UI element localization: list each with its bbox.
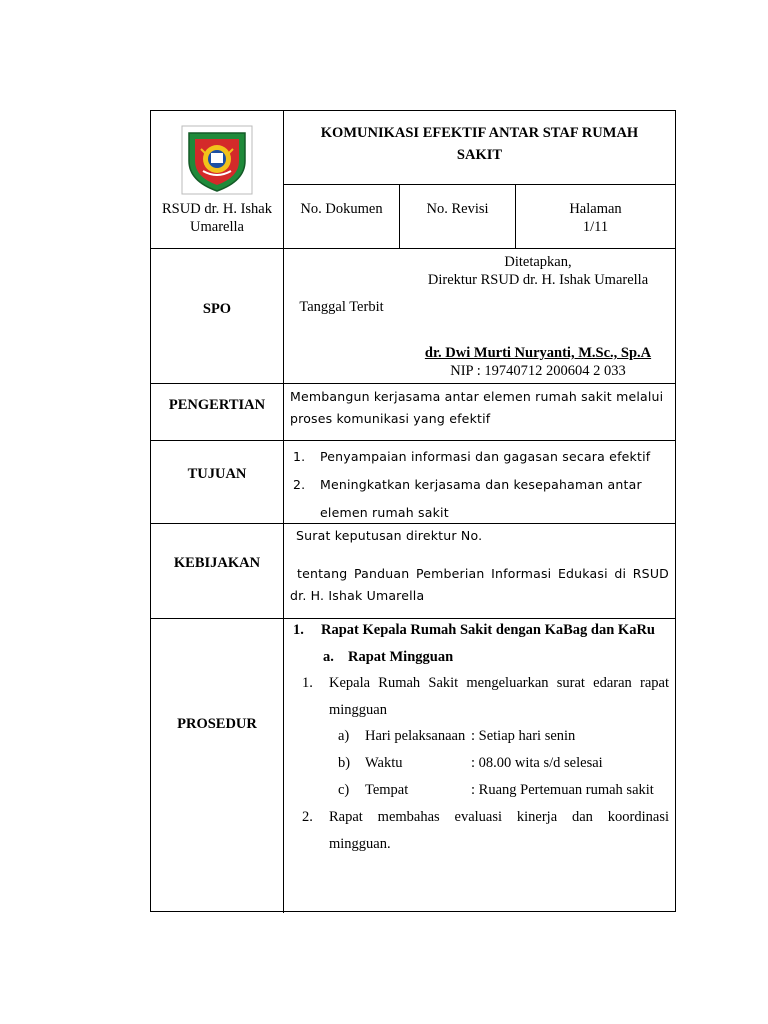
prosedur-label: PROSEDUR — [177, 716, 257, 732]
kebijakan-line-3: dr. H. Ishak Umarella — [290, 588, 425, 603]
prosedur-step-1: Kepala Rumah Sakit mengeluarkan surat edaran rapat — [329, 675, 669, 691]
tujuan-label: TUJUAN — [187, 466, 247, 482]
shield-emblem-icon — [181, 125, 253, 195]
hari-label: Hari pelaksanaan — [365, 728, 466, 744]
waktu-value: : 08.00 wita s/d selesai — [471, 755, 603, 771]
pengertian-text: Membangun kerjasama antar elemen rumah sakit melalui proses komunikasi yang efektif — [290, 389, 664, 426]
prosedur-heading: Rapat Kepala Rumah Sakit dengan KaBag dan KaRu — [321, 622, 655, 638]
document-title: KOMUNIKASI EFEKTIF ANTAR STAF RUMAH SAKIT — [320, 125, 639, 163]
no-revisi-label: No. Revisi — [426, 201, 489, 217]
prosedur-step-2: Rapat membahas evaluasi kinerja dan koordinasi — [329, 809, 669, 825]
tujuan-list: Penyampaian informasi dan gagasan secara efektif Meningkatkan kerjasama dan kesepahaman antar elemen rumah sakit — [320, 443, 670, 527]
kebijakan-text: tentang Panduan Pemberian Informasi Edukasi di RSUD — [297, 566, 669, 581]
signer-name: dr. Dwi Murti Nuryanti, M.Sc., Sp.A — [424, 345, 652, 361]
tanggal-terbit-label: Tanggal Terbit — [299, 299, 384, 315]
pengertian-label: PENGERTIAN — [168, 397, 266, 413]
kebijakan-line-1: Surat keputusan direktur No. — [296, 528, 483, 543]
waktu-label: Waktu — [365, 755, 403, 771]
tujuan-item-2: Meningkatkan kerjasama dan kesepahaman antar — [320, 477, 642, 492]
tujuan-item-1: Penyampaian informasi dan gagasan secara efektif — [320, 449, 651, 464]
kebijakan-label: KEBIJAKAN — [173, 555, 261, 571]
tempat-value: : Ruang Pertemuan rumah sakit — [471, 782, 654, 798]
no-dokumen-label: No. Dokumen — [300, 201, 383, 217]
hospital-logo — [181, 125, 253, 195]
prosedur-subheading: Rapat Mingguan — [348, 649, 454, 665]
hari-value: : Setiap hari senin — [471, 728, 576, 744]
tujuan-num-2: 2. — [293, 477, 306, 492]
spo-document: RSUD dr. H. Ishak Umarella KOMUNIKASI EFEKTIF ANTAR STAF RUMAH SAKIT No. Dokumen No. Revisi Halaman 1/11 SPO Tanggal Terbit Ditetapkan, Direktur RSUD dr. H. Ishak Umarella dr. Dwi Murti Nuryanti, M.Sc., Sp.A NIP : 19740712 200604 2 033 PENGERTIAN Membangun kerjasama antar elemen rumah sakit melalui proses komunikasi yang efektif TUJUAN 1. 2. Penyampaian informasi dan gagasan secara efektif Meningkatkan kerjasama dan kesepahaman antar elemen rumah sakit KEBIJAKAN Surat keputusan direktur No. tentang Panduan Pemberian Informasi Edukasi di RSUD dr. H. Ishak Umarella PROSEDUR 1. Rapat Kepala Rumah Sakit dengan KaBag dan KaRu a. Rapat Mingguan 1. Kepala Rumah Sakit mengeluarkan surat edaran rapat mingguan a) Hari pelaksanaan : Setiap hari senin b) Waktu : 08.00 wita s/d selesai c) Tempat : Ruang Pertemuan rumah sakit 2. Rapat membahas evaluasi kinerja dan koordinasi mingguan. — [150, 110, 676, 912]
halaman-cell: Halaman 1/11 — [569, 201, 622, 235]
tujuan-num-1: 1. — [293, 449, 306, 464]
institution-name: RSUD dr. H. Ishak Umarella — [162, 201, 272, 235]
spo-label: SPO — [202, 301, 232, 317]
tempat-label: Tempat — [365, 782, 409, 798]
ditetapkan-text: Ditetapkan, Direktur RSUD dr. H. Ishak Umarella — [427, 254, 649, 288]
signer-nip: NIP : 19740712 200604 2 033 — [450, 363, 626, 379]
signer-block — [401, 344, 675, 380]
